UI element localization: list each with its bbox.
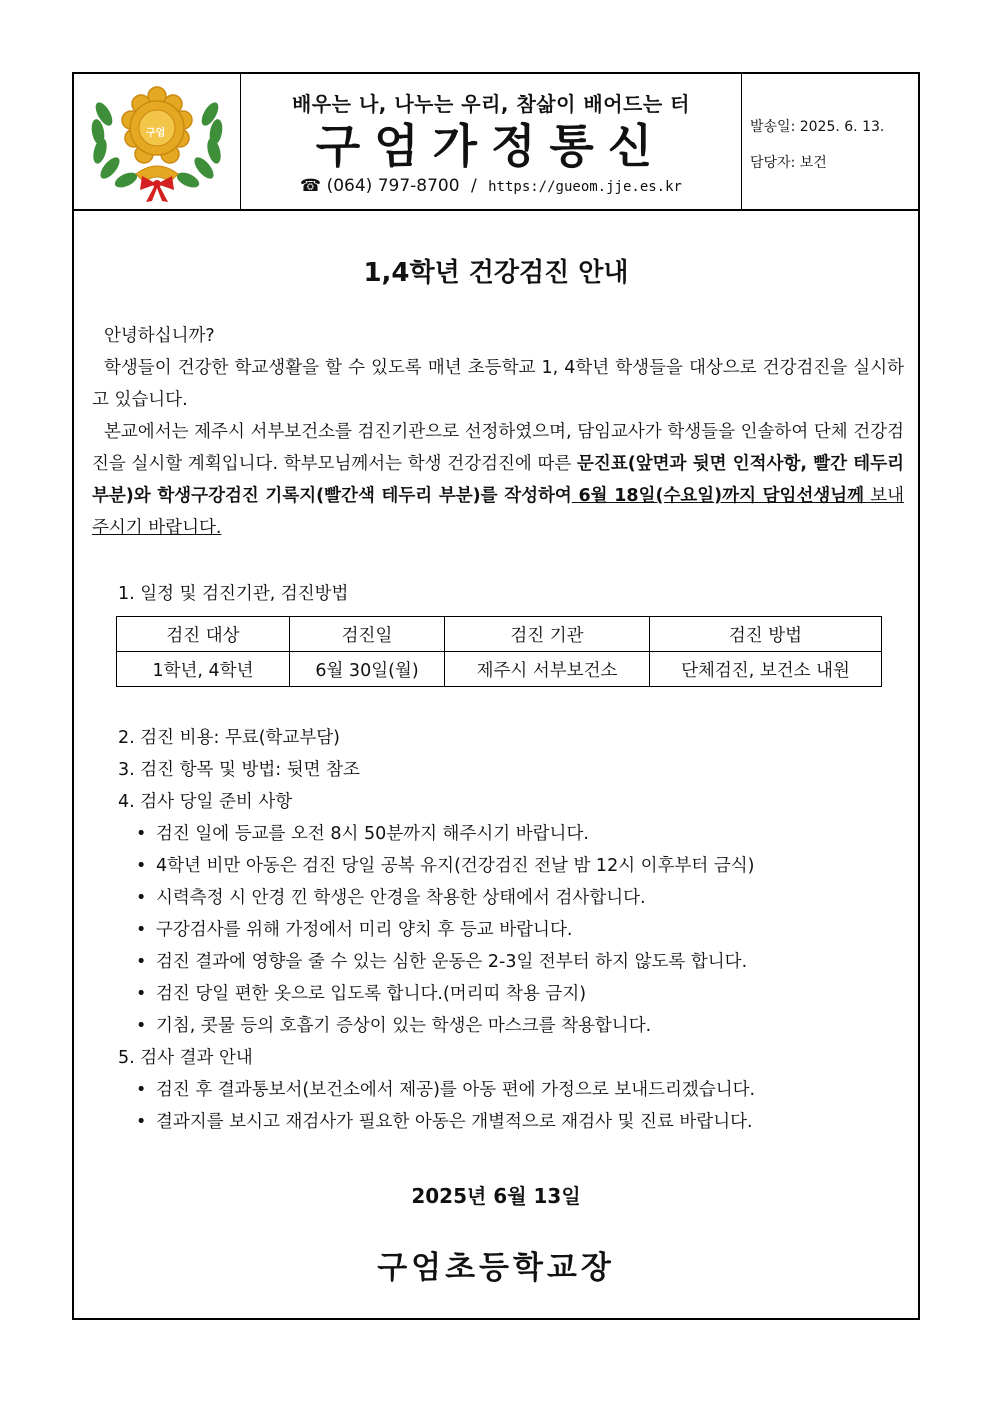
person-in-charge: 담당자: 보건 <box>750 155 827 171</box>
newsletter-frame <box>72 72 920 1320</box>
list-item <box>136 884 646 909</box>
table-header-cell: 검진 방법 <box>650 617 882 652</box>
school-url[interactable]: https://gueom.jje.es.kr <box>488 179 682 195</box>
schedule-table <box>116 616 882 687</box>
list-item-text: 검진 결과에 영향을 줄 수 있는 심한 운동은 2-3일 전부터 하지 않도록 합니다. <box>156 952 748 972</box>
list-item <box>136 1076 755 1101</box>
bullet-marker: • <box>136 1112 147 1132</box>
list-item-text: 4학년 비만 아동은 검진 당일 공복 유지(건강검진 전날 밤 12시 이후부터 금식) <box>156 856 755 876</box>
intro-paragraph-2 <box>92 416 904 544</box>
table-cell: 1학년, 4학년 <box>117 652 290 687</box>
section-1-heading: 1. 일정 및 검진기관, 검진방법 <box>118 584 349 604</box>
header-title-block <box>241 74 742 209</box>
list-item-text: 구강검사를 위해 가정에서 미리 양치 후 등교 바랍니다. <box>156 920 573 940</box>
list-item <box>136 820 589 845</box>
intro-paragraphs <box>92 320 904 544</box>
deadline: 6월 18일(수요일)까지 담임선생님께 <box>571 486 865 506</box>
section-3-items: 3. 검진 항목 및 방법: 뒷면 참조 <box>118 760 360 780</box>
closing-request: 보내주시기 바랍니다. <box>92 486 904 538</box>
section-4-heading: 4. 검사 당일 준비 사항 <box>118 792 293 812</box>
bullet-marker: • <box>136 1080 147 1100</box>
list-item <box>136 980 586 1005</box>
greeting: 안녕하십니까? <box>104 326 215 346</box>
phone-number: (064) 797-8700 <box>326 176 460 196</box>
list-item <box>136 1012 651 1037</box>
logo-text: 구엄 <box>146 128 166 139</box>
list-item-text: 검진 당일 편한 옷으로 입도록 합니다.(머리띠 착용 금지) <box>156 984 587 1004</box>
list-item <box>136 916 572 941</box>
principal-signature: 구엄초등학교장 <box>377 1250 615 1286</box>
table-header-cell: 검진 대상 <box>117 617 290 652</box>
bullet-marker: • <box>136 1016 147 1036</box>
table-header-cell: 검진 기관 <box>445 617 650 652</box>
bullet-marker: • <box>136 984 147 1004</box>
school-emblem-icon <box>74 74 240 209</box>
contact-separator: / <box>470 176 477 196</box>
form-instructions: 문진표(앞면과 뒷면 인적사항, 빨간 테두리 부분)와 학생구강검진 기록지(빨간색 테두리 부분)를 작성하여 <box>92 454 904 506</box>
school-logo <box>74 74 241 209</box>
phone-icon: ☎ <box>300 176 322 196</box>
section-5-heading: 5. 검사 결과 안내 <box>118 1048 253 1068</box>
school-motto: 배우는 나, 나누는 우리, 참삶이 배어드는 터 <box>292 92 690 116</box>
list-item-text: 결과지를 보시고 재검사가 필요한 아동은 개별적으로 재검사 및 진료 바랍니다. <box>156 1112 753 1132</box>
bullet-marker: • <box>136 888 147 908</box>
intro-paragraph-1: 학생들이 건강한 학교생활을 할 수 있도록 매년 초등학교 1, 4학년 학생들을 대상으로 건강검진을 실시하고 있습니다. <box>92 358 904 410</box>
list-item-text: 검진 일에 등교를 오전 8시 50분까지 해주시기 바랍니다. <box>156 824 589 844</box>
newsletter-header <box>74 74 918 211</box>
header-meta <box>742 74 918 209</box>
intro-paragraph-2-text: 본교에서는 제주시 서부보건소를 검진기관으로 선정하였으며, 담임교사가 학생들을 인솔하여 단체 건강검진을 실시할 계획입니다. 학부모님께서는 학생 건강검진에 따른 <box>92 422 904 474</box>
bullet-marker: • <box>136 856 147 876</box>
list-item-text: 시력측정 시 안경 낀 학생은 안경을 착용한 상태에서 검사합니다. <box>156 888 646 908</box>
bullet-marker: • <box>136 824 147 844</box>
list-item <box>136 1108 753 1133</box>
table-cell: 단체검진, 보건소 내원 <box>650 652 882 687</box>
newsletter-masthead: 구엄가정통신 <box>315 119 667 173</box>
table-cell: 제주시 서부보건소 <box>445 652 650 687</box>
list-item <box>136 948 747 973</box>
list-item <box>136 852 755 877</box>
bullet-marker: • <box>136 952 147 972</box>
table-header-cell: 검진일 <box>290 617 445 652</box>
list-item-text: 기침, 콧물 등의 호흡기 증상이 있는 학생은 마스크를 착용합니다. <box>156 1016 652 1036</box>
document-title: 1,4학년 건강검진 안내 <box>363 258 629 288</box>
bullet-marker: • <box>136 920 147 940</box>
table-row <box>117 652 882 687</box>
issue-date: 2025년 6월 13일 <box>411 1184 581 1208</box>
contact-line <box>241 176 741 196</box>
send-date: 발송일: 2025. 6. 13. <box>750 119 885 135</box>
section-2-cost: 2. 검진 비용: 무료(학교부담) <box>118 728 340 748</box>
list-item-text: 검진 후 결과통보서(보건소에서 제공)를 아동 편에 가정으로 보내드리겠습니다. <box>156 1080 756 1100</box>
table-header-row <box>117 617 882 652</box>
table-cell: 6월 30일(월) <box>290 652 445 687</box>
